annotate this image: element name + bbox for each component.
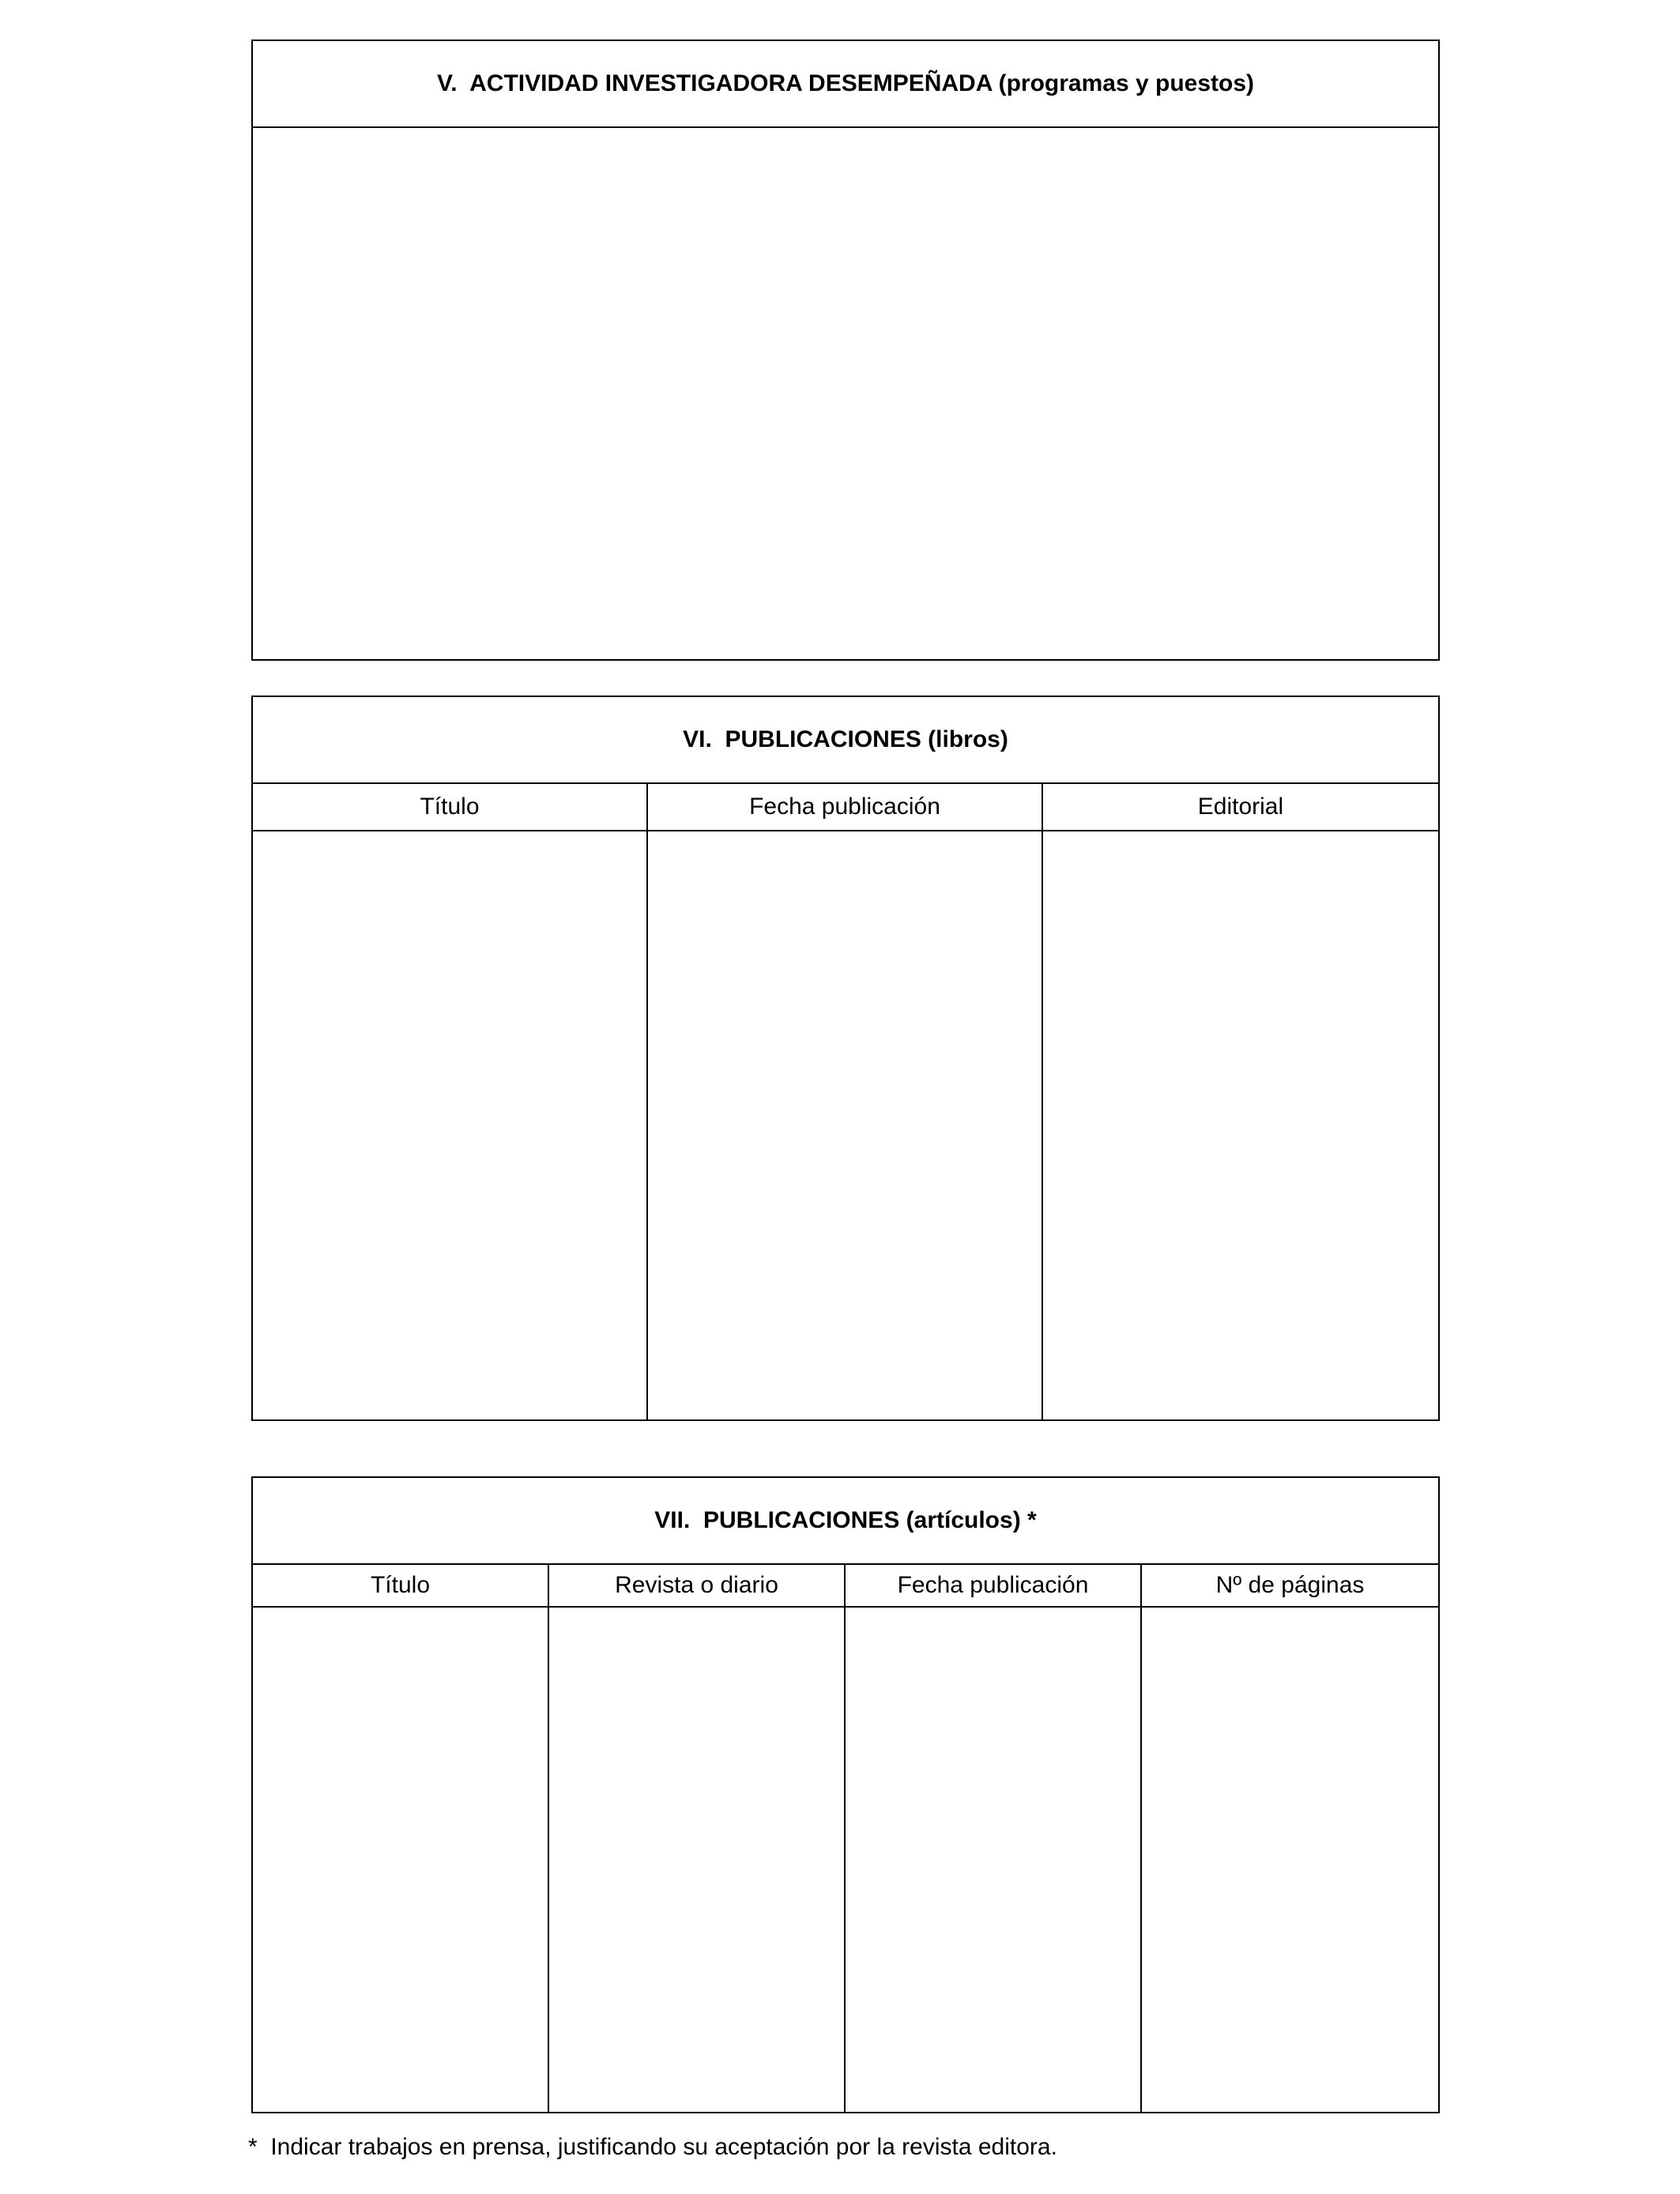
- input-cell-revista-o-diario[interactable]: [549, 1608, 846, 2112]
- input-cell-titulo[interactable]: [253, 1608, 549, 2112]
- column-header-titulo: Título: [253, 784, 648, 830]
- input-cell-numero-paginas[interactable]: [1142, 1608, 1438, 2112]
- input-cell-fecha-publicacion[interactable]: [648, 831, 1043, 1419]
- section-vi-publicaciones-libros: [251, 696, 1440, 1421]
- section-v-actividad-investigadora: [251, 40, 1440, 661]
- section-vi-table-body: [253, 831, 1438, 1419]
- column-header-revista-o-diario: Revista o diario: [549, 1565, 846, 1606]
- column-header-fecha-publicacion: Fecha publicación: [648, 784, 1043, 830]
- footnote: * Indicar trabajos en prensa, justificando su aceptación por la revista editora.: [248, 2134, 1057, 2160]
- section-vii-title: VII. PUBLICACIONES (artículos) *: [253, 1478, 1438, 1565]
- section-v-title: V. ACTIVIDAD INVESTIGADORA DESEMPEÑADA (programas y puestos): [253, 41, 1438, 128]
- column-header-titulo: Título: [253, 1565, 549, 1606]
- input-cell-editorial[interactable]: [1043, 831, 1438, 1419]
- column-header-numero-paginas: Nº de páginas: [1215, 1572, 1365, 1598]
- column-header-fecha-publicacion: Fecha publicación: [846, 1565, 1142, 1606]
- input-cell-titulo[interactable]: [253, 831, 648, 1419]
- section-vii-column-headers: [253, 1565, 1438, 1608]
- input-cell-fecha-publicacion[interactable]: [846, 1608, 1142, 2112]
- section-vii-table-body: [253, 1608, 1438, 2112]
- section-vi-title: VI. PUBLICACIONES (libros): [253, 697, 1438, 784]
- section-vi-column-headers: [253, 784, 1438, 831]
- section-v-content-area[interactable]: [253, 128, 1438, 659]
- column-header-editorial: Editorial: [1197, 794, 1284, 820]
- section-vii-publicaciones-articulos: [251, 1476, 1440, 2113]
